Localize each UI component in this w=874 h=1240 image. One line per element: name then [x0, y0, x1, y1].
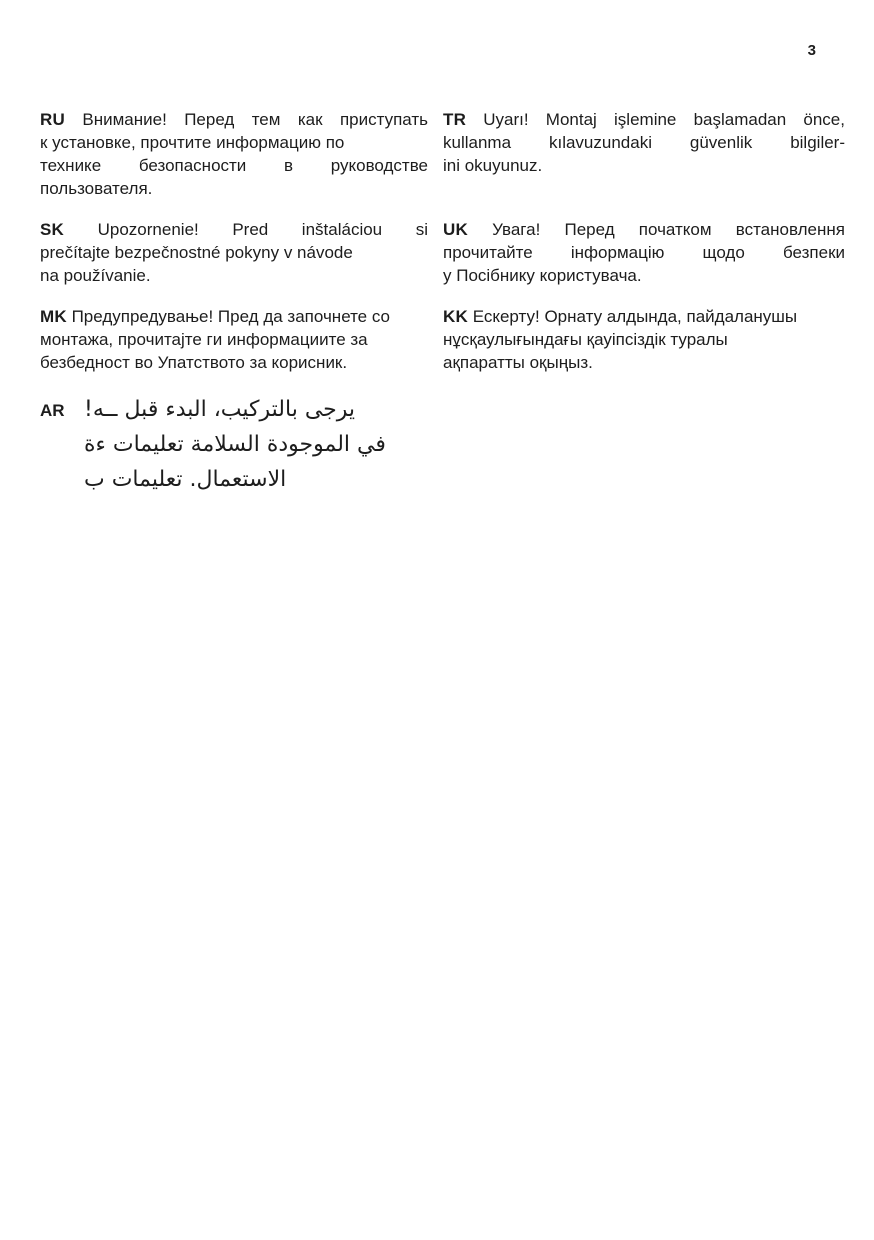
- text-line: [40, 218, 428, 241]
- language-block-mk: [40, 305, 428, 374]
- language-block-uk: [443, 218, 845, 287]
- text-line: [443, 218, 845, 241]
- text-line: kullanma kılavuzundaki güvenlik bilgiler-: [443, 133, 845, 152]
- text-line: ini okuyunuz.: [443, 156, 543, 175]
- language-block-ru: [40, 108, 428, 200]
- language-block-tr: [443, 108, 845, 200]
- text-line: прочитайте інформацію щодо безпеки: [443, 243, 845, 262]
- text-line: технике безопасности в руководстве: [40, 156, 428, 175]
- language-code: AR: [40, 401, 65, 420]
- language-code: KK: [443, 307, 468, 326]
- page-number: 3: [807, 42, 816, 59]
- text-line: ءة تعليمات السلامة الموجودة في: [84, 432, 386, 457]
- language-code: SK: [40, 220, 65, 239]
- text-line: нұсқаулығындағы қауіпсіздік туралы: [443, 330, 728, 349]
- text-line: монтажа, прочитајте ги информациите за: [40, 330, 368, 349]
- warning-text: Внимание! Перед тем как приступать: [82, 110, 429, 129]
- arabic-text: [84, 392, 428, 497]
- text-line: ــه! قبل البدء بالتركيب، يرجى: [84, 397, 356, 422]
- text-line: [40, 108, 428, 131]
- text-line: безбедност во Упатството за корисник.: [40, 353, 348, 372]
- text-line: [443, 108, 845, 131]
- text-line: ب تعليمات الاستعمال.: [84, 467, 287, 492]
- warning-text: Ескерту! Орнату алдында, пайдаланушы: [472, 307, 798, 326]
- text-line: пользователя.: [40, 179, 153, 198]
- language-code: TR: [443, 110, 467, 129]
- warning-text: Uyarı! Montaj işlemine başlamadan önce,: [483, 110, 845, 129]
- language-code: RU: [40, 110, 65, 129]
- text-line: к установке, прочтите информацию по: [40, 133, 345, 152]
- warning-text: Upozornenie! Pred inštaláciou si: [97, 220, 428, 239]
- language-block-kk: [443, 305, 845, 374]
- text-line: [40, 305, 428, 328]
- text-line: prečítajte bezpečnostné pokyny v návode: [40, 243, 353, 262]
- warning-text: Увага! Перед початком встановлення: [492, 220, 845, 239]
- text-line: [443, 305, 845, 328]
- language-code: MK: [40, 307, 67, 326]
- text-line: ақпаратты оқыңыз.: [443, 353, 593, 372]
- text-line: у Посібнику користувача.: [443, 266, 642, 285]
- language-code: UK: [443, 220, 468, 239]
- warning-text: Предупредување! Пред да започнете со: [71, 307, 391, 326]
- warning-text-grid: [40, 108, 845, 497]
- language-block-sk: [40, 218, 428, 287]
- language-block-ar: [40, 392, 428, 497]
- text-line: na používanie.: [40, 266, 151, 285]
